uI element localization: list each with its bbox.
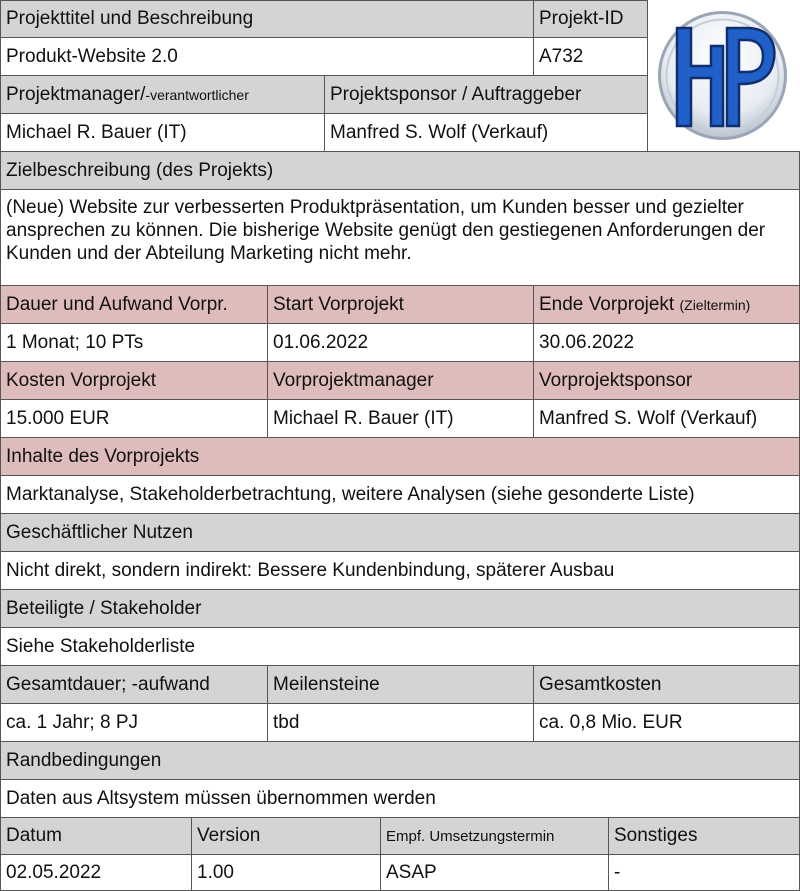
preproject-cost-label: Kosten Vorprojekt [0, 361, 268, 400]
date-label: Datum [0, 817, 192, 855]
version-label: Version [191, 817, 381, 855]
other-value: - [608, 854, 800, 891]
preproject-sponsor-value: Manfred S. Wolf (Verkauf) [533, 399, 800, 438]
overall-milestones-value: tbd [267, 703, 534, 742]
goal-label: Zielbeschreibung (des Projekts) [0, 151, 800, 190]
benefit-label: Geschäftlicher Nutzen [0, 513, 800, 552]
manager-label: Projektmanager/ -verantwortlicher [0, 75, 325, 114]
manager-value: Michael R. Bauer (IT) [0, 113, 325, 152]
preproject-start-label: Start Vorprojekt [267, 285, 534, 324]
date-value: 02.05.2022 [0, 854, 192, 891]
goal-text: (Neue) Website zur verbesserten Produktpräsentation, um Kunden besser und gezielter ansprechen zu können. Die bisherige Website genügt den gestiegenen Anforderungen der Kunden und der Abteilung Marketing nicht mehr. [0, 189, 800, 286]
recommended-date-value: ASAP [380, 854, 609, 891]
sponsor-value: Manfred S. Wolf (Verkauf) [324, 113, 648, 152]
preproject-contents-value: Marktanalyse, Stakeholderbetrachtung, weitere Analysen (siehe gesonderte Liste) [0, 475, 800, 514]
constraints-label: Randbedingungen [0, 741, 800, 780]
project-id-value: A732 [533, 37, 648, 76]
preproject-start-value: 01.06.2022 [267, 323, 534, 362]
overall-milestones-label: Meilensteine [267, 665, 534, 704]
other-label: Sonstiges [608, 817, 800, 855]
recommended-date-label: Empf. Umsetzungstermin [380, 817, 609, 855]
preproject-duration-value: 1 Monat; 10 PTs [0, 323, 268, 362]
preproject-duration-label: Dauer und Aufwand Vorpr. [0, 285, 268, 324]
overall-duration-value: ca. 1 Jahr; 8 PJ [0, 703, 268, 742]
sponsor-label: Projektsponsor / Auftraggeber [324, 75, 648, 114]
overall-cost-label: Gesamtkosten [533, 665, 800, 704]
preproject-contents-label: Inhalte des Vorprojekts [0, 437, 800, 476]
project-id-label: Projekt-ID [533, 0, 648, 38]
stakeholders-label: Beteiligte / Stakeholder [0, 589, 800, 628]
preproject-manager-label: Vorprojektmanager [267, 361, 534, 400]
version-value: 1.00 [191, 854, 381, 891]
hp-logo [655, 8, 790, 143]
preproject-end-value: 30.06.2022 [533, 323, 800, 362]
preproject-end-label: Ende Vorprojekt (Zieltermin) [533, 285, 800, 324]
benefit-value: Nicht direkt, sondern indirekt: Bessere Kundenbindung, späterer Ausbau [0, 551, 800, 590]
overall-cost-value: ca. 0,8 Mio. EUR [533, 703, 800, 742]
overall-duration-label: Gesamtdauer; -aufwand [0, 665, 268, 704]
preproject-cost-value: 15.000 EUR [0, 399, 268, 438]
project-title-label: Projekttitel und Beschreibung [0, 0, 534, 38]
project-title-value: Produkt-Website 2.0 [0, 37, 534, 76]
preproject-sponsor-label: Vorprojektsponsor [533, 361, 800, 400]
preproject-manager-value: Michael R. Bauer (IT) [267, 399, 534, 438]
stakeholders-value: Siehe Stakeholderliste [0, 627, 800, 666]
constraints-value: Daten aus Altsystem müssen übernommen werden [0, 779, 800, 818]
